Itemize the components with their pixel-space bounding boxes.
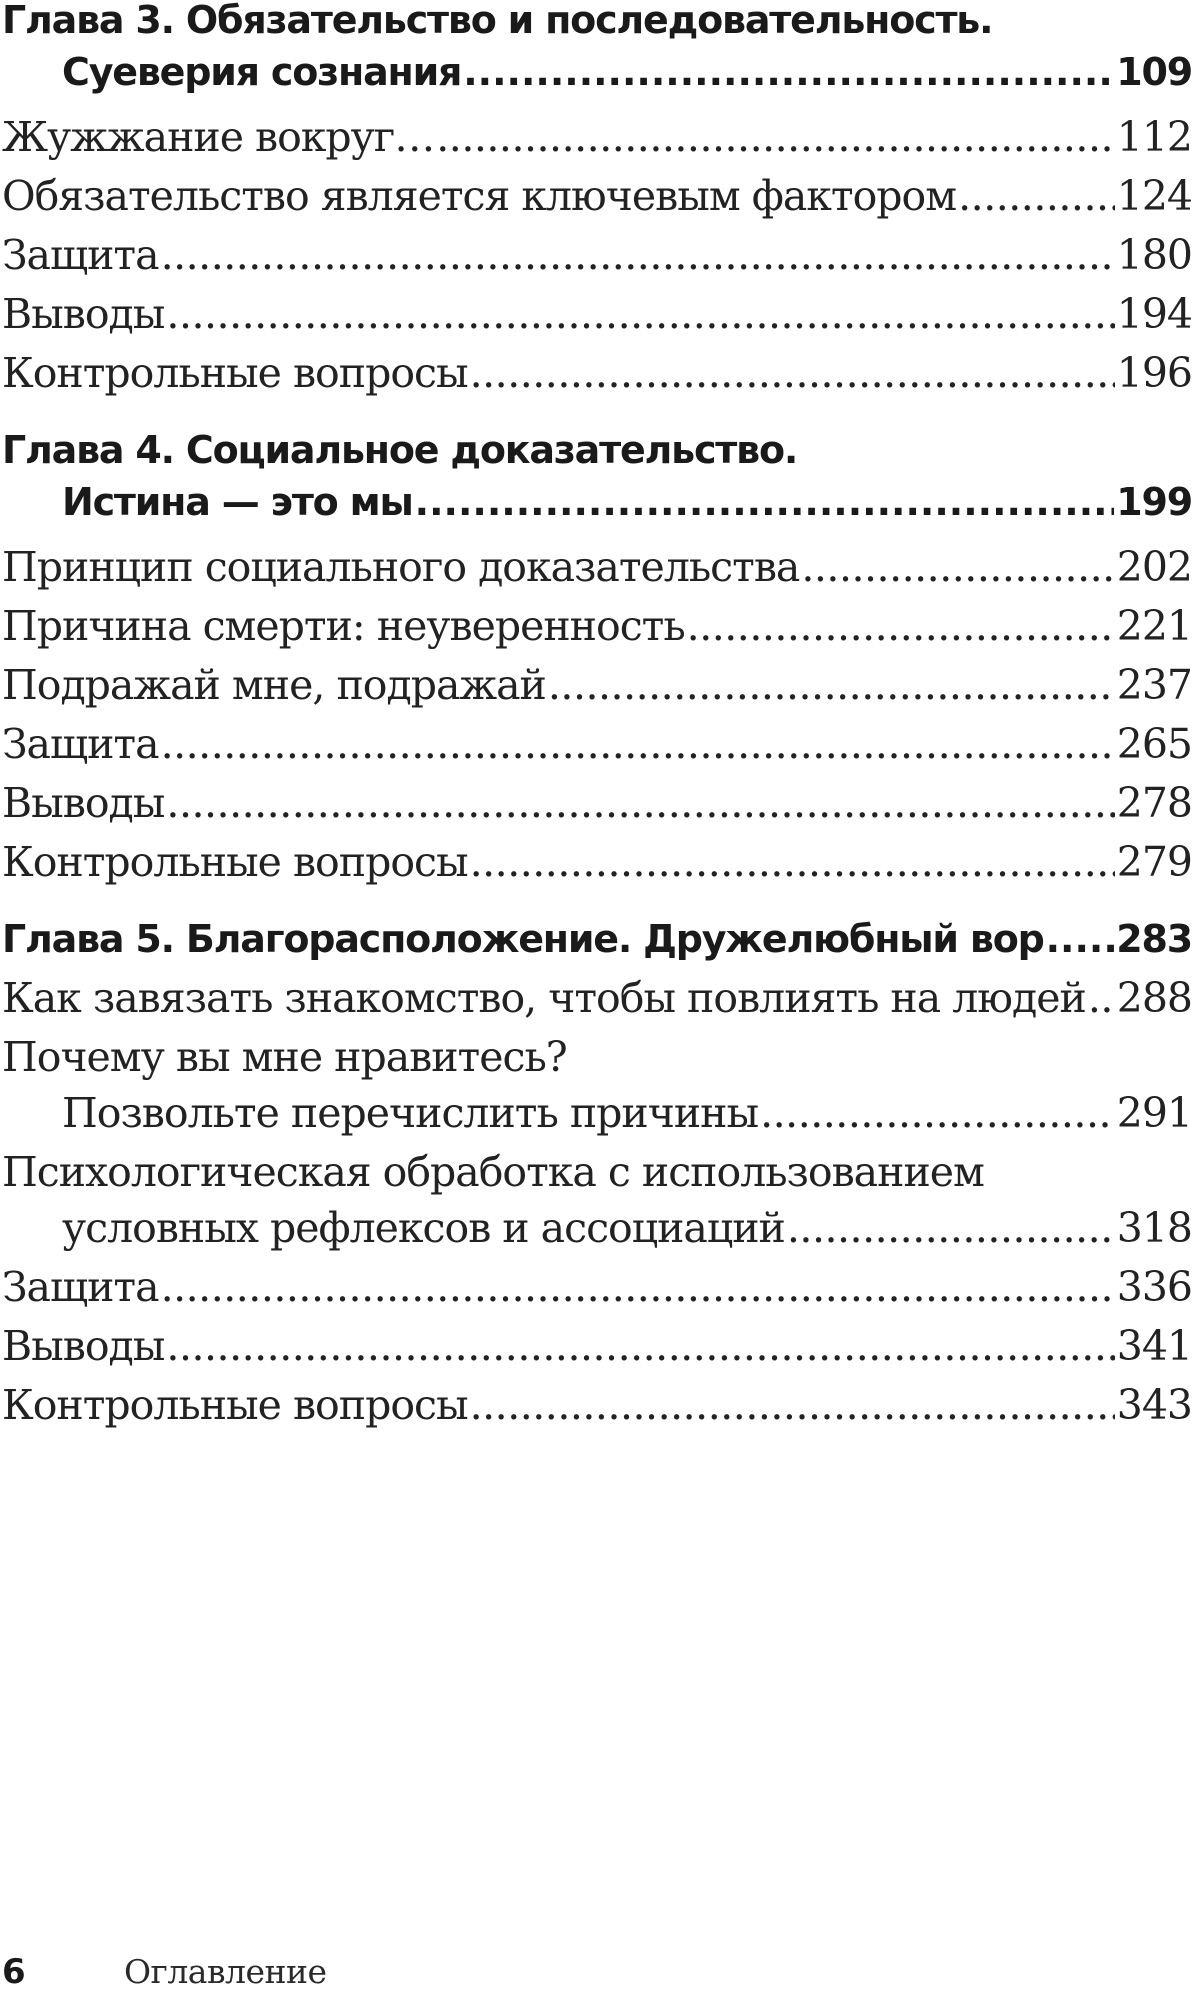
- dot-leader: [801, 539, 1114, 595]
- dot-leader: [436, 109, 1114, 165]
- dot-leader: [687, 598, 1115, 654]
- chapter-5-entries: [2, 970, 1192, 1433]
- dot-leader: [166, 775, 1114, 831]
- toc-entry: [2, 1029, 1192, 1141]
- page-number: 279: [1116, 838, 1192, 886]
- toc-entry: [2, 716, 1192, 772]
- page-number: 199: [1116, 480, 1192, 524]
- dot-leader: [760, 1085, 1115, 1141]
- entry-title: Принцип социального доказательства: [2, 543, 800, 591]
- page-number: 336: [1116, 1263, 1192, 1311]
- toc-entry: [2, 109, 1192, 165]
- dot-leader: [1088, 970, 1115, 1026]
- page-number: 237: [1116, 661, 1192, 709]
- dot-leader: [470, 1377, 1115, 1433]
- chapter-3-heading: [2, 0, 1192, 98]
- chapter-title-line2: Суеверия сознания: [62, 50, 462, 94]
- entry-title: условных рефлексов и ассоциаций: [62, 1204, 785, 1252]
- page-number: 109: [1116, 50, 1192, 94]
- dot-leader: [166, 1318, 1114, 1374]
- page-number: 221: [1116, 602, 1192, 650]
- toc-entry: [2, 1259, 1192, 1315]
- entry-title: Жужжание вокруг…: [2, 113, 435, 161]
- dot-leader: [470, 834, 1115, 890]
- chapter-title-line1: Глава 4. Социальное доказательство.: [2, 428, 798, 472]
- toc-entry: [2, 539, 1192, 595]
- page-number: 196: [1116, 349, 1192, 397]
- toc-entry: [2, 775, 1192, 831]
- dot-leader: [161, 227, 1115, 283]
- page-number: 341: [1116, 1322, 1192, 1370]
- dot-leader: [958, 168, 1115, 224]
- entry-title: Как завязать знакомство, чтобы повлиять на людей: [2, 974, 1086, 1022]
- dot-leader: [415, 476, 1115, 528]
- chapter-title-row: [2, 46, 1192, 98]
- entry-title-row: [2, 1085, 1192, 1141]
- dot-leader: [787, 1200, 1115, 1256]
- entry-title: Причина смерти: неуверенность: [2, 602, 685, 650]
- toc-entry: [2, 1377, 1192, 1433]
- page-number: 288: [1116, 974, 1192, 1022]
- page-number: 283: [1116, 917, 1192, 961]
- chapter-title-line1: Глава 3. Обязательство и последовательность.: [2, 0, 993, 42]
- chapter-title-row: [2, 476, 1192, 528]
- table-of-contents: [2, 0, 1192, 1433]
- chapter-title-line2: Истина — это мы: [62, 480, 413, 524]
- dot-leader: [161, 716, 1115, 772]
- page-number: 180: [1116, 231, 1192, 279]
- entry-title: Контрольные вопросы: [2, 838, 468, 886]
- chapter-title: Глава 5. Благорасположение. Дружелюбный вор: [2, 917, 1044, 961]
- dot-leader: [470, 345, 1115, 401]
- chapter-title-row: [2, 913, 1192, 965]
- page-number: 343: [1116, 1381, 1192, 1429]
- entry-title-line1: Психологическая обработка с использованием: [2, 1148, 984, 1196]
- page-number: 124: [1116, 172, 1192, 220]
- toc-entry: [2, 598, 1192, 654]
- toc-entry: [2, 1144, 1192, 1256]
- entry-title: Позвольте перечислить причины: [62, 1089, 759, 1137]
- entry-title-row: [2, 1200, 1192, 1256]
- page-number: 194: [1116, 290, 1192, 338]
- entry-title: Защита: [2, 720, 159, 768]
- chapter-3-entries: [2, 109, 1192, 401]
- entry-title: Контрольные вопросы: [2, 1381, 468, 1429]
- entry-title: Выводы: [2, 290, 165, 338]
- footer-section-label: Оглавление: [124, 1952, 327, 1991]
- toc-entry: [2, 657, 1192, 713]
- toc-entry: [2, 286, 1192, 342]
- entry-title: Выводы: [2, 1322, 165, 1370]
- dot-leader: [463, 46, 1114, 98]
- toc-entry: [2, 227, 1192, 283]
- toc-entry: [2, 970, 1192, 1026]
- footer-page-number: 6: [2, 1952, 26, 1992]
- toc-entry: [2, 168, 1192, 224]
- page-footer: [2, 1952, 327, 2000]
- page-number: 202: [1116, 543, 1192, 591]
- dot-leader: [161, 1259, 1115, 1315]
- toc-entry: [2, 345, 1192, 401]
- page-number: 265: [1116, 720, 1192, 768]
- entry-title: Защита: [2, 231, 159, 279]
- page-number: 278: [1116, 779, 1192, 827]
- dot-leader: [548, 657, 1115, 713]
- entry-title: Подражай мне, подражай: [2, 661, 546, 709]
- chapter-4-heading: [2, 424, 1192, 528]
- chapter-4-entries: [2, 539, 1192, 890]
- toc-entry: [2, 1318, 1192, 1374]
- page-number: 112: [1116, 113, 1192, 161]
- toc-entry: [2, 834, 1192, 890]
- entry-title-line1: Почему вы мне нравитесь?: [2, 1033, 567, 1081]
- page-number: 318: [1116, 1204, 1192, 1252]
- dot-leader: [166, 286, 1114, 342]
- chapter-5-heading: [2, 913, 1192, 965]
- page-number: 291: [1116, 1089, 1192, 1137]
- entry-title: Выводы: [2, 779, 165, 827]
- entry-title: Контрольные вопросы: [2, 349, 468, 397]
- entry-title: Защита: [2, 1263, 159, 1311]
- dot-leader: [1046, 913, 1115, 965]
- entry-title: Обязательство является ключевым фактором: [2, 172, 957, 220]
